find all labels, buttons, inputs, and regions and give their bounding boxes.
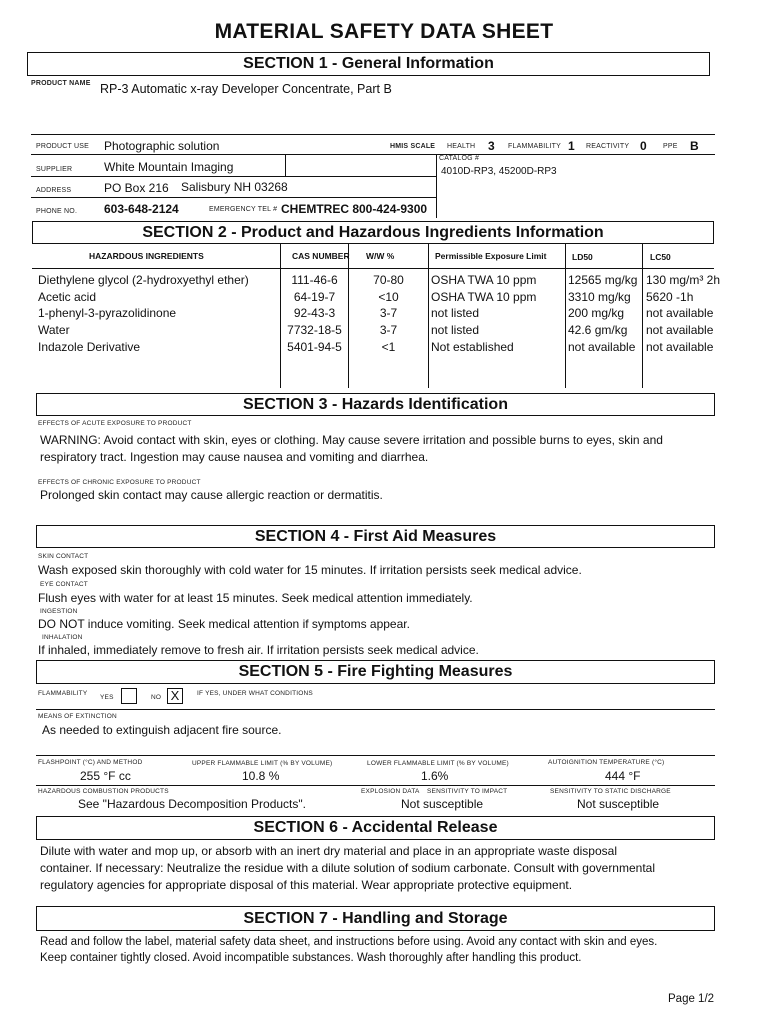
- section4-heading: [36, 525, 715, 548]
- section3-heading-text: SECTION 3 - Hazards Identification: [243, 396, 508, 413]
- document-title: MATERIAL SAFETY DATA SHEET: [214, 20, 554, 43]
- section3-heading: [36, 393, 715, 416]
- extinction-text: As needed to extinguish adjacent fire source.: [42, 723, 282, 737]
- acute-exposure-text-1: WARNING: Avoid contact with skin, eyes or clothing. May cause severe irritation and possible burns to eyes, skin and: [40, 433, 663, 447]
- header-ingredients: HAZARDOUS INGREDIENTS: [89, 251, 204, 261]
- extinction-label: MEANS OF EXTINCTION: [38, 713, 117, 720]
- accidental-release-text-3: regulatory agencies for appropriate disposal of this material. Wear appropriate protective equipment.: [40, 878, 573, 892]
- emergency-value: CHEMTREC 800-424-9300: [281, 202, 428, 216]
- page-number: Page 1/2: [668, 993, 715, 1005]
- section5-rule-3: [36, 785, 715, 786]
- product-name-label: PRODUCT NAME: [31, 80, 91, 87]
- table-cell-ingredient: 1-phenyl-3-pyrazolidinone: [38, 306, 177, 320]
- table-cell-ww: <10: [378, 289, 399, 304]
- autoignition-value: 444 °F: [605, 769, 641, 783]
- skin-contact-text: Wash exposed skin thoroughly with cold water for 15 minutes. If irritation persists seek medical advice.: [38, 563, 582, 577]
- fire-flammability-label: FLAMMABILITY: [38, 690, 88, 697]
- handling-storage-text-1: Read and follow the label, material safety data sheet, and instructions before using. Avoid any contact with skin and eyes.: [40, 936, 658, 948]
- chronic-exposure-label: EFFECTS OF CHRONIC EXPOSURE TO PRODUCT: [38, 479, 201, 486]
- supplier-divider: [285, 154, 286, 176]
- section1-heading: [27, 52, 710, 76]
- table-header-rule: [32, 268, 714, 269]
- section2-heading-text: SECTION 2 - Product and Hazardous Ingredients Information: [142, 224, 604, 241]
- table-cell-ww: <1: [381, 340, 396, 354]
- reactivity-value: 0: [640, 139, 647, 153]
- section6-heading-text: SECTION 6 - Accidental Release: [253, 819, 498, 836]
- address-city: Salisbury NH 03268: [181, 180, 288, 194]
- table-cell-ingredient: Water: [38, 322, 70, 337]
- address-street: PO Box 216: [104, 181, 169, 195]
- section5-heading-text: SECTION 5 - Fire Fighting Measures: [238, 663, 513, 680]
- flammability-value: 1: [568, 139, 575, 153]
- eye-contact-label: EYE CONTACT: [40, 581, 88, 588]
- flammability-label: FLAMMABILITY: [508, 143, 561, 150]
- health-label: HEALTH: [447, 143, 476, 150]
- phone-value: 603-648-2124: [104, 202, 179, 216]
- upper-limit-label: UPPER FLAMMABLE LIMIT (% BY VOLUME): [192, 760, 333, 767]
- combustion-value: See "Hazardous Decomposition Products".: [78, 797, 306, 811]
- address-label: ADDRESS: [36, 187, 72, 194]
- accidental-release-text-1: Dilute with water and mop up, or absorb with an inert dry material and place in an appropriate waste disposal: [40, 844, 617, 858]
- ppe-label: PPE: [663, 143, 678, 150]
- explosion-label: EXPLOSION DATA: [361, 788, 420, 795]
- table-col-divider-3: [428, 244, 429, 388]
- catalog-value: 4010D-RP3, 45200D-RP3: [441, 166, 557, 177]
- table-cell-ww: 3-7: [379, 322, 398, 337]
- flashpoint-label: FLASHPOINT (°C) AND METHOD: [38, 759, 143, 766]
- eye-contact-text: Flush eyes with water for at least 15 minutes. Seek medical attention immediately.: [38, 591, 473, 605]
- table-cell-ww: 70-80: [373, 273, 404, 287]
- skin-contact-label: SKIN CONTACT: [38, 553, 89, 560]
- acute-exposure-label: EFFECTS OF ACUTE EXPOSURE TO PRODUCT: [38, 420, 192, 427]
- section1-top-rule: [31, 134, 715, 135]
- table-cell-pel: OSHA TWA 10 ppm: [431, 289, 537, 304]
- table-cell-ingredient: Indazole Derivative: [38, 340, 141, 354]
- header-ww: W/W %: [366, 251, 395, 261]
- table-cell-ld50: 42.6 gm/kg: [568, 322, 628, 337]
- section5-heading: [36, 660, 715, 684]
- table-cell-cas: 111-46-6: [291, 273, 338, 287]
- lower-limit-value: 1.6%: [421, 769, 449, 783]
- section6-heading: [36, 816, 715, 840]
- table-cell-ld50: not available: [568, 340, 636, 354]
- no-checkbox[interactable]: [167, 688, 183, 704]
- table-cell-ingredient: Diethylene glycol (2-hydroxyethyl ether): [38, 273, 249, 287]
- chronic-exposure-text: Prolonged skin contact may cause allergic reaction or dermatitis.: [40, 488, 383, 502]
- acute-exposure-text-2: respiratory tract. Ingestion may cause nausea and vomiting and diarrhea.: [40, 450, 429, 464]
- pel-column: [431, 272, 536, 356]
- no-checkbox-mark: X: [170, 688, 180, 703]
- section7-heading-text: SECTION 7 - Handling and Storage: [243, 910, 508, 927]
- table-cell-pel: not listed: [431, 322, 480, 337]
- section1-rule-2: [31, 154, 715, 155]
- handling-storage-text-2: Keep container tightly closed. Avoid incompatible substances. Wash thoroughly after handling this product.: [40, 952, 582, 964]
- reactivity-label: REACTIVITY: [586, 143, 630, 150]
- section4-heading-text: SECTION 4 - First Aid Measures: [254, 528, 497, 545]
- ingestion-label: INGESTION: [40, 608, 78, 615]
- no-label: NO: [151, 694, 162, 701]
- ingestion-text: DO NOT induce vomiting. Seek medical attention if symptoms appear.: [38, 617, 410, 631]
- table-col-divider-5: [642, 244, 643, 388]
- header-ld50: LD50: [572, 252, 593, 262]
- section1-rule-4: [31, 197, 436, 198]
- catalog-label: CATALOG #: [439, 155, 480, 162]
- health-value: 3: [488, 139, 495, 153]
- impact-label: SENSITIVITY TO IMPACT: [427, 788, 508, 795]
- hmis-label: HMIS SCALE: [390, 143, 436, 150]
- table-cell-cas: 7732-18-5: [287, 322, 342, 337]
- lc50-column: [646, 272, 720, 356]
- phone-label: PHONE NO.: [36, 208, 78, 215]
- inhalation-label: INHALATION: [42, 634, 83, 641]
- product-use-value: Photographic solution: [104, 139, 220, 153]
- product-use-label: PRODUCT USE: [36, 143, 90, 150]
- table-cell-lc50: not available: [646, 306, 714, 320]
- table-col-divider-4: [565, 244, 566, 388]
- table-cell-ld50: 12565 mg/kg: [568, 273, 638, 287]
- table-cell-ld50: 200 mg/kg: [568, 306, 625, 320]
- table-cell-lc50: 5620 -1h: [646, 289, 694, 304]
- impact-value: Not susceptible: [401, 797, 484, 811]
- static-value: Not susceptible: [577, 797, 660, 811]
- ww-column: [349, 272, 428, 356]
- table-cell-ingredient: Acetic acid: [38, 289, 97, 304]
- ld50-column: [568, 272, 637, 356]
- header-cas: CAS NUMBER: [292, 251, 350, 261]
- lower-limit-label: LOWER FLAMMABLE LIMIT (% BY VOLUME): [367, 760, 509, 767]
- ppe-value: B: [690, 139, 699, 153]
- section1-heading-text: SECTION 1 - General Information: [243, 55, 494, 72]
- conditions-label: IF YES, UNDER WHAT CONDITIONS: [197, 690, 313, 697]
- table-cell-lc50: 130 mg/m³ 2h: [646, 273, 721, 287]
- combustion-label: HAZARDOUS COMBUSTION PRODUCTS: [38, 788, 169, 795]
- section2-heading: [32, 221, 714, 244]
- header-pel: Permissible Exposure Limit: [435, 251, 547, 261]
- ingredients-column: [38, 272, 249, 356]
- yes-checkbox[interactable]: [121, 688, 137, 704]
- static-label: SENSITIVITY TO STATIC DISCHARGE: [550, 788, 671, 795]
- table-cell-ww: 3-7: [379, 306, 398, 320]
- upper-limit-value: 10.8 %: [242, 769, 280, 783]
- table-cell-cas: 5401-94-5: [287, 340, 342, 354]
- autoignition-label: AUTOIGNITION TEMPERATURE (°C): [548, 759, 665, 766]
- yes-label: YES: [100, 694, 114, 701]
- supplier-value: White Mountain Imaging: [104, 160, 234, 174]
- emergency-label: EMERGENCY TEL #: [209, 206, 278, 213]
- table-cell-lc50: not available: [646, 340, 714, 354]
- header-lc50: LC50: [650, 252, 671, 262]
- section5-rule-2: [36, 755, 715, 756]
- section5-rule-1: [36, 709, 715, 710]
- table-cell-cas: 92-43-3: [293, 306, 336, 320]
- inhalation-text: If inhaled, immediately remove to fresh air. If irritation persists seek medical advice.: [38, 643, 479, 657]
- table-cell-lc50: not available: [646, 322, 714, 337]
- accidental-release-text-2: container. If necessary: Neutralize the residue with a dilute solution of sodium carbonate. Consult with governmental: [40, 861, 655, 875]
- section1-rule-3: [31, 176, 436, 177]
- section7-heading: [36, 906, 715, 931]
- catalog-divider: [436, 154, 437, 218]
- product-name-value: RP-3 Automatic x-ray Developer Concentrate, Part B: [100, 82, 392, 96]
- flashpoint-value: 255 °F cc: [80, 769, 131, 783]
- table-cell-cas: 64-19-7: [293, 289, 336, 304]
- table-cell-pel: not listed: [431, 306, 480, 320]
- table-cell-pel: OSHA TWA 10 ppm: [431, 273, 537, 287]
- supplier-label: SUPPLIER: [36, 166, 73, 173]
- table-cell-pel: Not established: [431, 340, 514, 354]
- cas-column: [281, 272, 348, 356]
- table-cell-ld50: 3310 mg/kg: [568, 289, 631, 304]
